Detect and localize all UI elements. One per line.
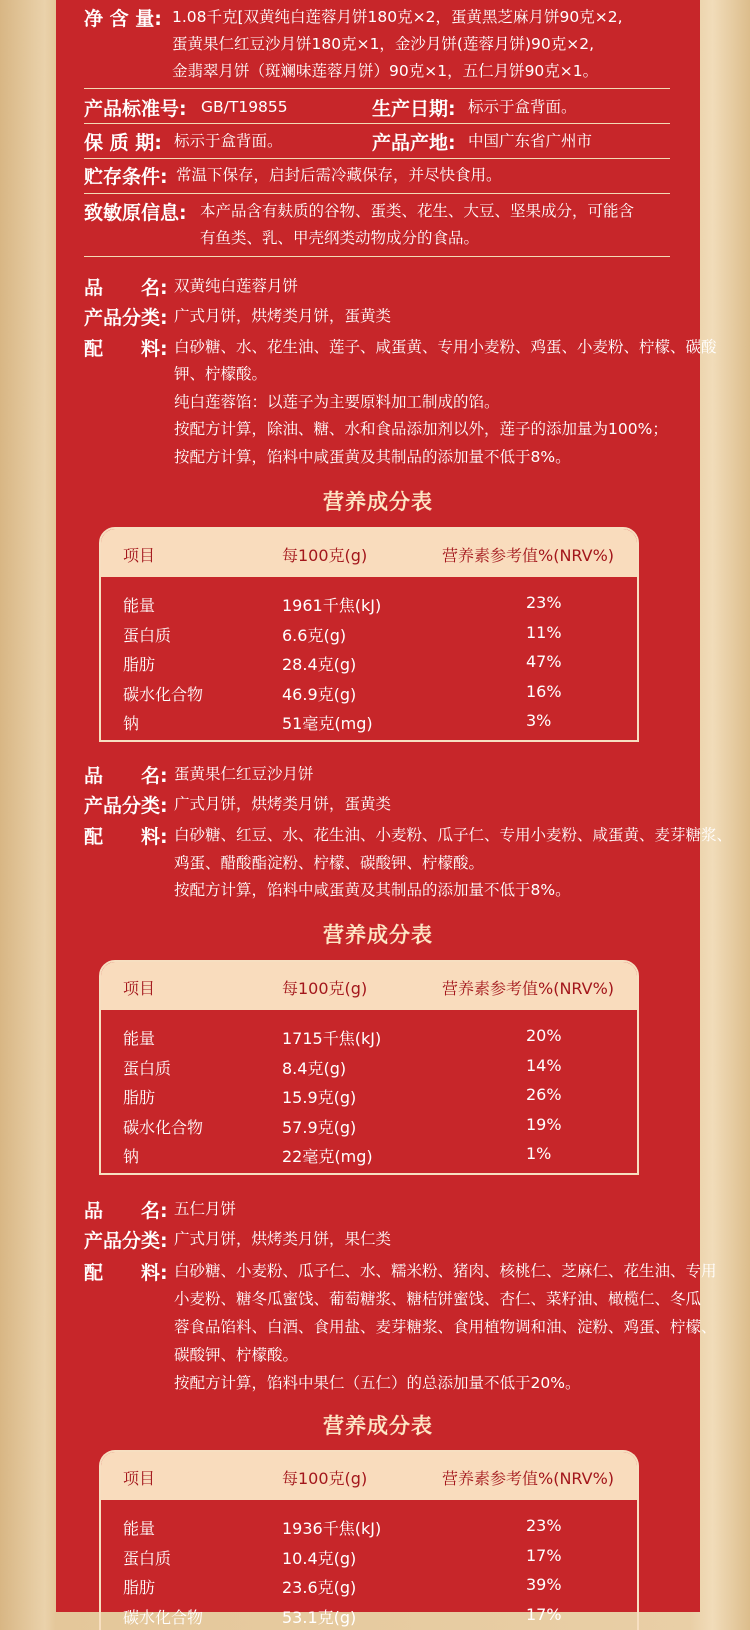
nutrient-name: 能量 (123, 1026, 155, 1049)
allergen-line: 本产品含有麸质的谷物、蛋类、花生、大豆、坚果成分，可能含 (200, 198, 634, 225)
nutrient-amount: 10.4克(g) (282, 1546, 356, 1569)
nutrient-name: 钠 (123, 1144, 139, 1167)
table-row (101, 619, 637, 649)
ingredient-line: 白砂糖、小麦粉、瓜子仁、水、糯米粉、猪肉、核桃仁、芝麻仁、花生油、专用 (174, 1258, 717, 1285)
storage-value: 常温下保存，启封后需冷藏保存，并尽快食用。 (176, 162, 502, 189)
ingredient-line: 按配方计算，馅料中咸蛋黄及其制品的添加量不低于8%。 (174, 877, 571, 904)
nutrition-table-header (101, 1452, 637, 1500)
net-content-line: 1.08千克[双黄纯白莲蓉月饼180克×2，蛋黄黑芝麻月饼90克×2, (172, 4, 623, 31)
header-per100g: 每100克(g) (282, 976, 367, 999)
product-name: 五仁月饼 (174, 1196, 236, 1223)
ingredient-line: 蓉食品馅料、白酒、食用盐、麦芽糖浆、食用植物调和油、淀粉、鸡蛋、柠檬、 (174, 1314, 717, 1341)
nutrient-name: 碳水化合物 (123, 1115, 203, 1138)
table-row (101, 1111, 637, 1141)
nutrition-title: 营养成分表 (56, 1410, 700, 1440)
ingredient-line: 白砂糖、红豆、水、花生油、小麦粉、瓜子仁、专用小麦粉、咸蛋黄、麦芽糖浆、 (174, 822, 732, 849)
table-row (101, 1512, 637, 1542)
standard-label: 产品标准号: (84, 94, 187, 121)
allergen-line: 有鱼类、乳、甲壳纲类动物成分的食品。 (200, 225, 479, 252)
product-name-label: 品 名: (84, 1196, 168, 1223)
nutrient-nrv: 39% (526, 1575, 562, 1594)
nutrient-amount: 6.6克(g) (282, 623, 346, 646)
ingredients-label: 配 料: (84, 1258, 168, 1285)
table-row (101, 589, 637, 619)
nutrition-table (99, 1450, 639, 1630)
nutrient-amount: 46.9克(g) (282, 682, 356, 705)
table-row (101, 648, 637, 678)
nutrition-table (99, 527, 639, 742)
nutrient-name: 蛋白质 (123, 1056, 171, 1079)
nutrition-title: 营养成分表 (56, 919, 700, 949)
product-category-label: 产品分类: (84, 791, 168, 818)
header-item: 项目 (123, 976, 155, 999)
nutrition-table-header (101, 529, 637, 577)
nutrient-nrv: 20% (526, 1026, 562, 1045)
ingredient-line: 按配方计算，馅料中果仁（五仁）的总添加量不低于20%。 (174, 1370, 580, 1397)
nutrient-amount: 53.1克(g) (282, 1605, 356, 1628)
header-item: 项目 (123, 543, 155, 566)
product-category: 广式月饼，烘烤类月饼，蛋黄类 (174, 303, 391, 330)
nutrient-nrv: 23% (526, 1516, 562, 1535)
ingredient-line: 按配方计算，除油、糖、水和食品添加剂以外，莲子的添加量为100%； (174, 416, 668, 443)
divider (84, 158, 670, 159)
nutrient-nrv: 23% (526, 593, 562, 612)
divider (84, 123, 670, 124)
table-row (101, 1140, 637, 1170)
nutrient-nrv: 3% (526, 711, 551, 730)
product-category: 广式月饼，烘烤类月饼，蛋黄类 (174, 791, 391, 818)
net-content-line: 蛋黄果仁红豆沙月饼180克×1，金沙月饼(莲蓉月饼)90克×2, (172, 31, 594, 58)
nutrient-nrv: 47% (526, 652, 562, 671)
net-content-label: 净 含 量: (84, 4, 162, 31)
ingredient-line: 钾、柠檬酸。 (174, 361, 267, 388)
nutrient-name: 钠 (123, 711, 139, 734)
product-name: 双黄纯白莲蓉月饼 (174, 273, 298, 300)
nutrient-nrv: 11% (526, 623, 562, 642)
origin-value: 中国广东省广州市 (468, 128, 592, 155)
table-row (101, 678, 637, 708)
shelf-life-value: 标示于盒背面。 (174, 128, 283, 155)
header-per100g: 每100克(g) (282, 1466, 367, 1489)
table-row (101, 707, 637, 737)
nutrition-table (99, 960, 639, 1175)
ingredient-line: 碳酸钾、柠檬酸。 (174, 1342, 298, 1369)
header-nrv: 营养素参考值%(NRV%) (442, 543, 614, 566)
table-row (101, 1081, 637, 1111)
nutrient-nrv: 1% (526, 1144, 551, 1163)
table-row (101, 1052, 637, 1082)
net-content-line: 金翡翠月饼（斑斓味莲蓉月饼）90克×1，五仁月饼90克×1。 (172, 58, 598, 85)
nutrient-amount: 1961千焦(kJ) (282, 593, 381, 616)
nutrient-amount: 23.6克(g) (282, 1575, 356, 1598)
ingredients-label: 配 料: (84, 822, 168, 849)
divider (84, 256, 670, 257)
nutrient-amount: 15.9克(g) (282, 1085, 356, 1108)
nutrient-name: 能量 (123, 1516, 155, 1539)
nutrient-name: 碳水化合物 (123, 1605, 203, 1628)
product-category-label: 产品分类: (84, 303, 168, 330)
table-row (101, 1571, 637, 1601)
nutrient-name: 碳水化合物 (123, 682, 203, 705)
production-date-value: 标示于盒背面。 (468, 94, 577, 121)
table-row (101, 1022, 637, 1052)
production-date-label: 生产日期: (372, 94, 456, 121)
storage-label: 贮存条件: (84, 162, 168, 189)
nutrient-name: 蛋白质 (123, 1546, 171, 1569)
product-name-label: 品 名: (84, 761, 168, 788)
shelf-life-label: 保 质 期: (84, 128, 162, 155)
origin-label: 产品产地: (372, 128, 456, 155)
nutrient-amount: 51毫克(mg) (282, 711, 373, 734)
header-nrv: 营养素参考值%(NRV%) (442, 1466, 614, 1489)
product-name-label: 品 名: (84, 273, 168, 300)
nutrient-name: 脂肪 (123, 1085, 155, 1108)
ingredient-line: 纯白莲蓉馅：以莲子为主要原料加工制成的馅。 (174, 389, 500, 416)
nutrient-nrv: 19% (526, 1115, 562, 1134)
nutrient-nrv: 16% (526, 682, 562, 701)
nutrient-name: 能量 (123, 593, 155, 616)
product-category: 广式月饼，烘烤类月饼，果仁类 (174, 1226, 391, 1253)
nutrient-nrv: 26% (526, 1085, 562, 1104)
nutrient-name: 脂肪 (123, 652, 155, 675)
table-row (101, 1542, 637, 1572)
allergen-label: 致敏原信息: (84, 198, 187, 225)
nutrient-nrv: 17% (526, 1605, 562, 1624)
product-name: 蛋黄果仁红豆沙月饼 (174, 761, 314, 788)
header-item: 项目 (123, 1466, 155, 1489)
nutrient-amount: 22毫克(mg) (282, 1144, 373, 1167)
nutrient-name: 蛋白质 (123, 623, 171, 646)
table-row (101, 1601, 637, 1630)
divider (84, 193, 670, 194)
header-nrv: 营养素参考值%(NRV%) (442, 976, 614, 999)
header-per100g: 每100克(g) (282, 543, 367, 566)
ingredient-line: 按配方计算，馅料中咸蛋黄及其制品的添加量不低于8%。 (174, 444, 571, 471)
nutrient-amount: 28.4克(g) (282, 652, 356, 675)
nutrient-amount: 57.9克(g) (282, 1115, 356, 1138)
nutrient-nrv: 17% (526, 1546, 562, 1565)
divider (84, 88, 670, 89)
nutrient-amount: 1715千焦(kJ) (282, 1026, 381, 1049)
ingredient-line: 鸡蛋、醋酸酯淀粉、柠檬、碳酸钾、柠檬酸。 (174, 850, 484, 877)
standard-value: GB/T19855 (201, 94, 288, 121)
product-category-label: 产品分类: (84, 1226, 168, 1253)
ingredient-line: 白砂糖、水、花生油、莲子、咸蛋黄、专用小麦粉、鸡蛋、小麦粉、柠檬、碳酸 (174, 334, 717, 361)
ingredient-line: 小麦粉、糖冬瓜蜜饯、葡萄糖浆、糖桔饼蜜饯、杏仁、菜籽油、橄榄仁、冬瓜 (174, 1286, 701, 1313)
nutrient-name: 脂肪 (123, 1575, 155, 1598)
nutrient-nrv: 14% (526, 1056, 562, 1075)
nutrition-table-header (101, 962, 637, 1010)
nutrient-amount: 1936千焦(kJ) (282, 1516, 381, 1539)
label-panel (56, 0, 700, 1612)
ingredients-label: 配 料: (84, 334, 168, 361)
nutrient-amount: 8.4克(g) (282, 1056, 346, 1079)
nutrition-title: 营养成分表 (56, 486, 700, 516)
